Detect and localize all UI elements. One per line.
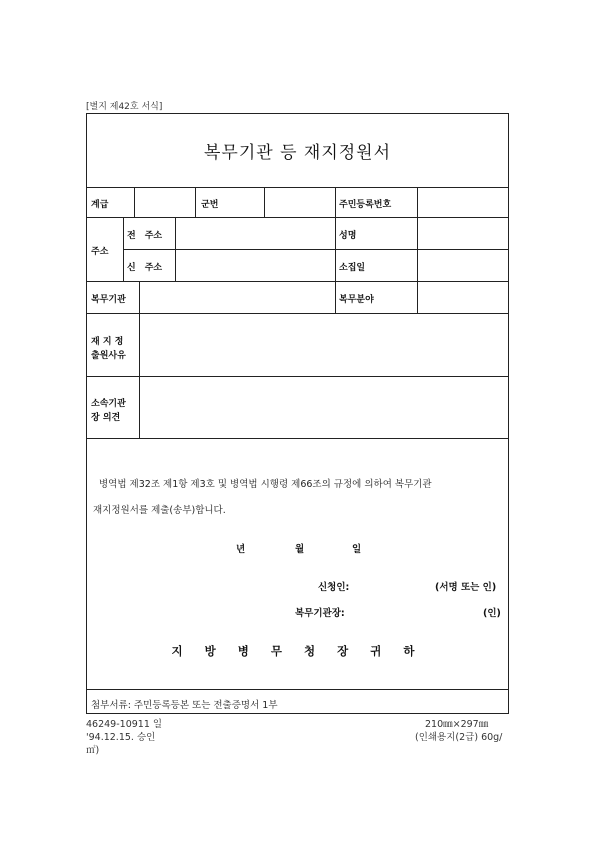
agency-head-label: 복무기관장: bbox=[295, 608, 345, 619]
declaration-text-line2: 재지정원서를 제출(송부)합니다. bbox=[93, 505, 226, 516]
date-day-label: 일 bbox=[352, 544, 362, 555]
service-field-label: 복무분야 bbox=[339, 295, 374, 305]
date-year-label: 년 bbox=[236, 544, 246, 555]
form-number-tag: [별지 제42호 서식] bbox=[86, 102, 163, 112]
service-agency-field[interactable] bbox=[140, 282, 334, 313]
column-divider bbox=[123, 217, 124, 281]
name-field[interactable] bbox=[418, 218, 508, 249]
reason-field[interactable] bbox=[140, 314, 508, 376]
paper-unit-continuation: ㎡) bbox=[86, 745, 100, 756]
paper-grade: (인쇄용지(2급) 60g/ bbox=[415, 732, 503, 743]
approval-number: 46249-10911 일 bbox=[86, 719, 163, 730]
address-label: 주소 bbox=[91, 247, 109, 257]
rank-field[interactable] bbox=[135, 188, 194, 217]
opinion-field[interactable] bbox=[140, 377, 508, 438]
opinion-label-line2: 장 의견 bbox=[91, 413, 121, 423]
name-label: 성명 bbox=[339, 231, 357, 241]
opinion-label: 소속기관 bbox=[91, 399, 126, 409]
old-address-field[interactable] bbox=[176, 218, 334, 249]
old-address-label: 전 주소 bbox=[127, 231, 163, 241]
application-form bbox=[86, 113, 509, 714]
resident-number-field[interactable] bbox=[418, 188, 508, 217]
column-divider bbox=[195, 187, 196, 217]
service-field-field[interactable] bbox=[418, 282, 508, 313]
reason-label: 재 지 정 bbox=[91, 337, 124, 347]
summon-date-field[interactable] bbox=[418, 250, 508, 281]
applicant-signature-field[interactable]: (서명 또는 인) bbox=[435, 582, 497, 593]
date-month-label: 월 bbox=[295, 544, 305, 555]
service-number-field[interactable] bbox=[265, 188, 334, 217]
agency-head-seal-field[interactable]: (인) bbox=[483, 608, 501, 619]
summon-date-label: 소집일 bbox=[339, 263, 366, 273]
row-divider bbox=[87, 438, 508, 439]
declaration-text: 병역법 제32조 제1항 제3호 및 병역법 시행령 제66조의 규정에 의하여 복무기관 bbox=[99, 479, 432, 490]
form-title: 복무기관 등 재지정원서 bbox=[87, 114, 508, 188]
service-number-label: 군번 bbox=[201, 200, 219, 210]
paper-size: 210㎜×297㎜ bbox=[425, 719, 489, 730]
attachment-note: 첨부서류: 주민등록등본 또는 전출증명서 1부 bbox=[91, 700, 278, 711]
new-address-field[interactable] bbox=[176, 250, 334, 281]
column-divider bbox=[335, 187, 336, 313]
row-divider bbox=[87, 689, 508, 690]
resident-number-label: 주민등록번호 bbox=[339, 200, 392, 210]
rank-label: 계급 bbox=[91, 200, 109, 210]
service-agency-label: 복무기관 bbox=[91, 295, 126, 305]
reason-label-line2: 출원사유 bbox=[91, 351, 126, 361]
approval-date: '94.12.15. 승인 bbox=[86, 732, 156, 743]
recipient-line: 지 방 병 무 청 장 귀 하 bbox=[171, 644, 424, 658]
applicant-label: 신청인: bbox=[318, 582, 350, 593]
new-address-label: 신 주소 bbox=[127, 263, 163, 273]
